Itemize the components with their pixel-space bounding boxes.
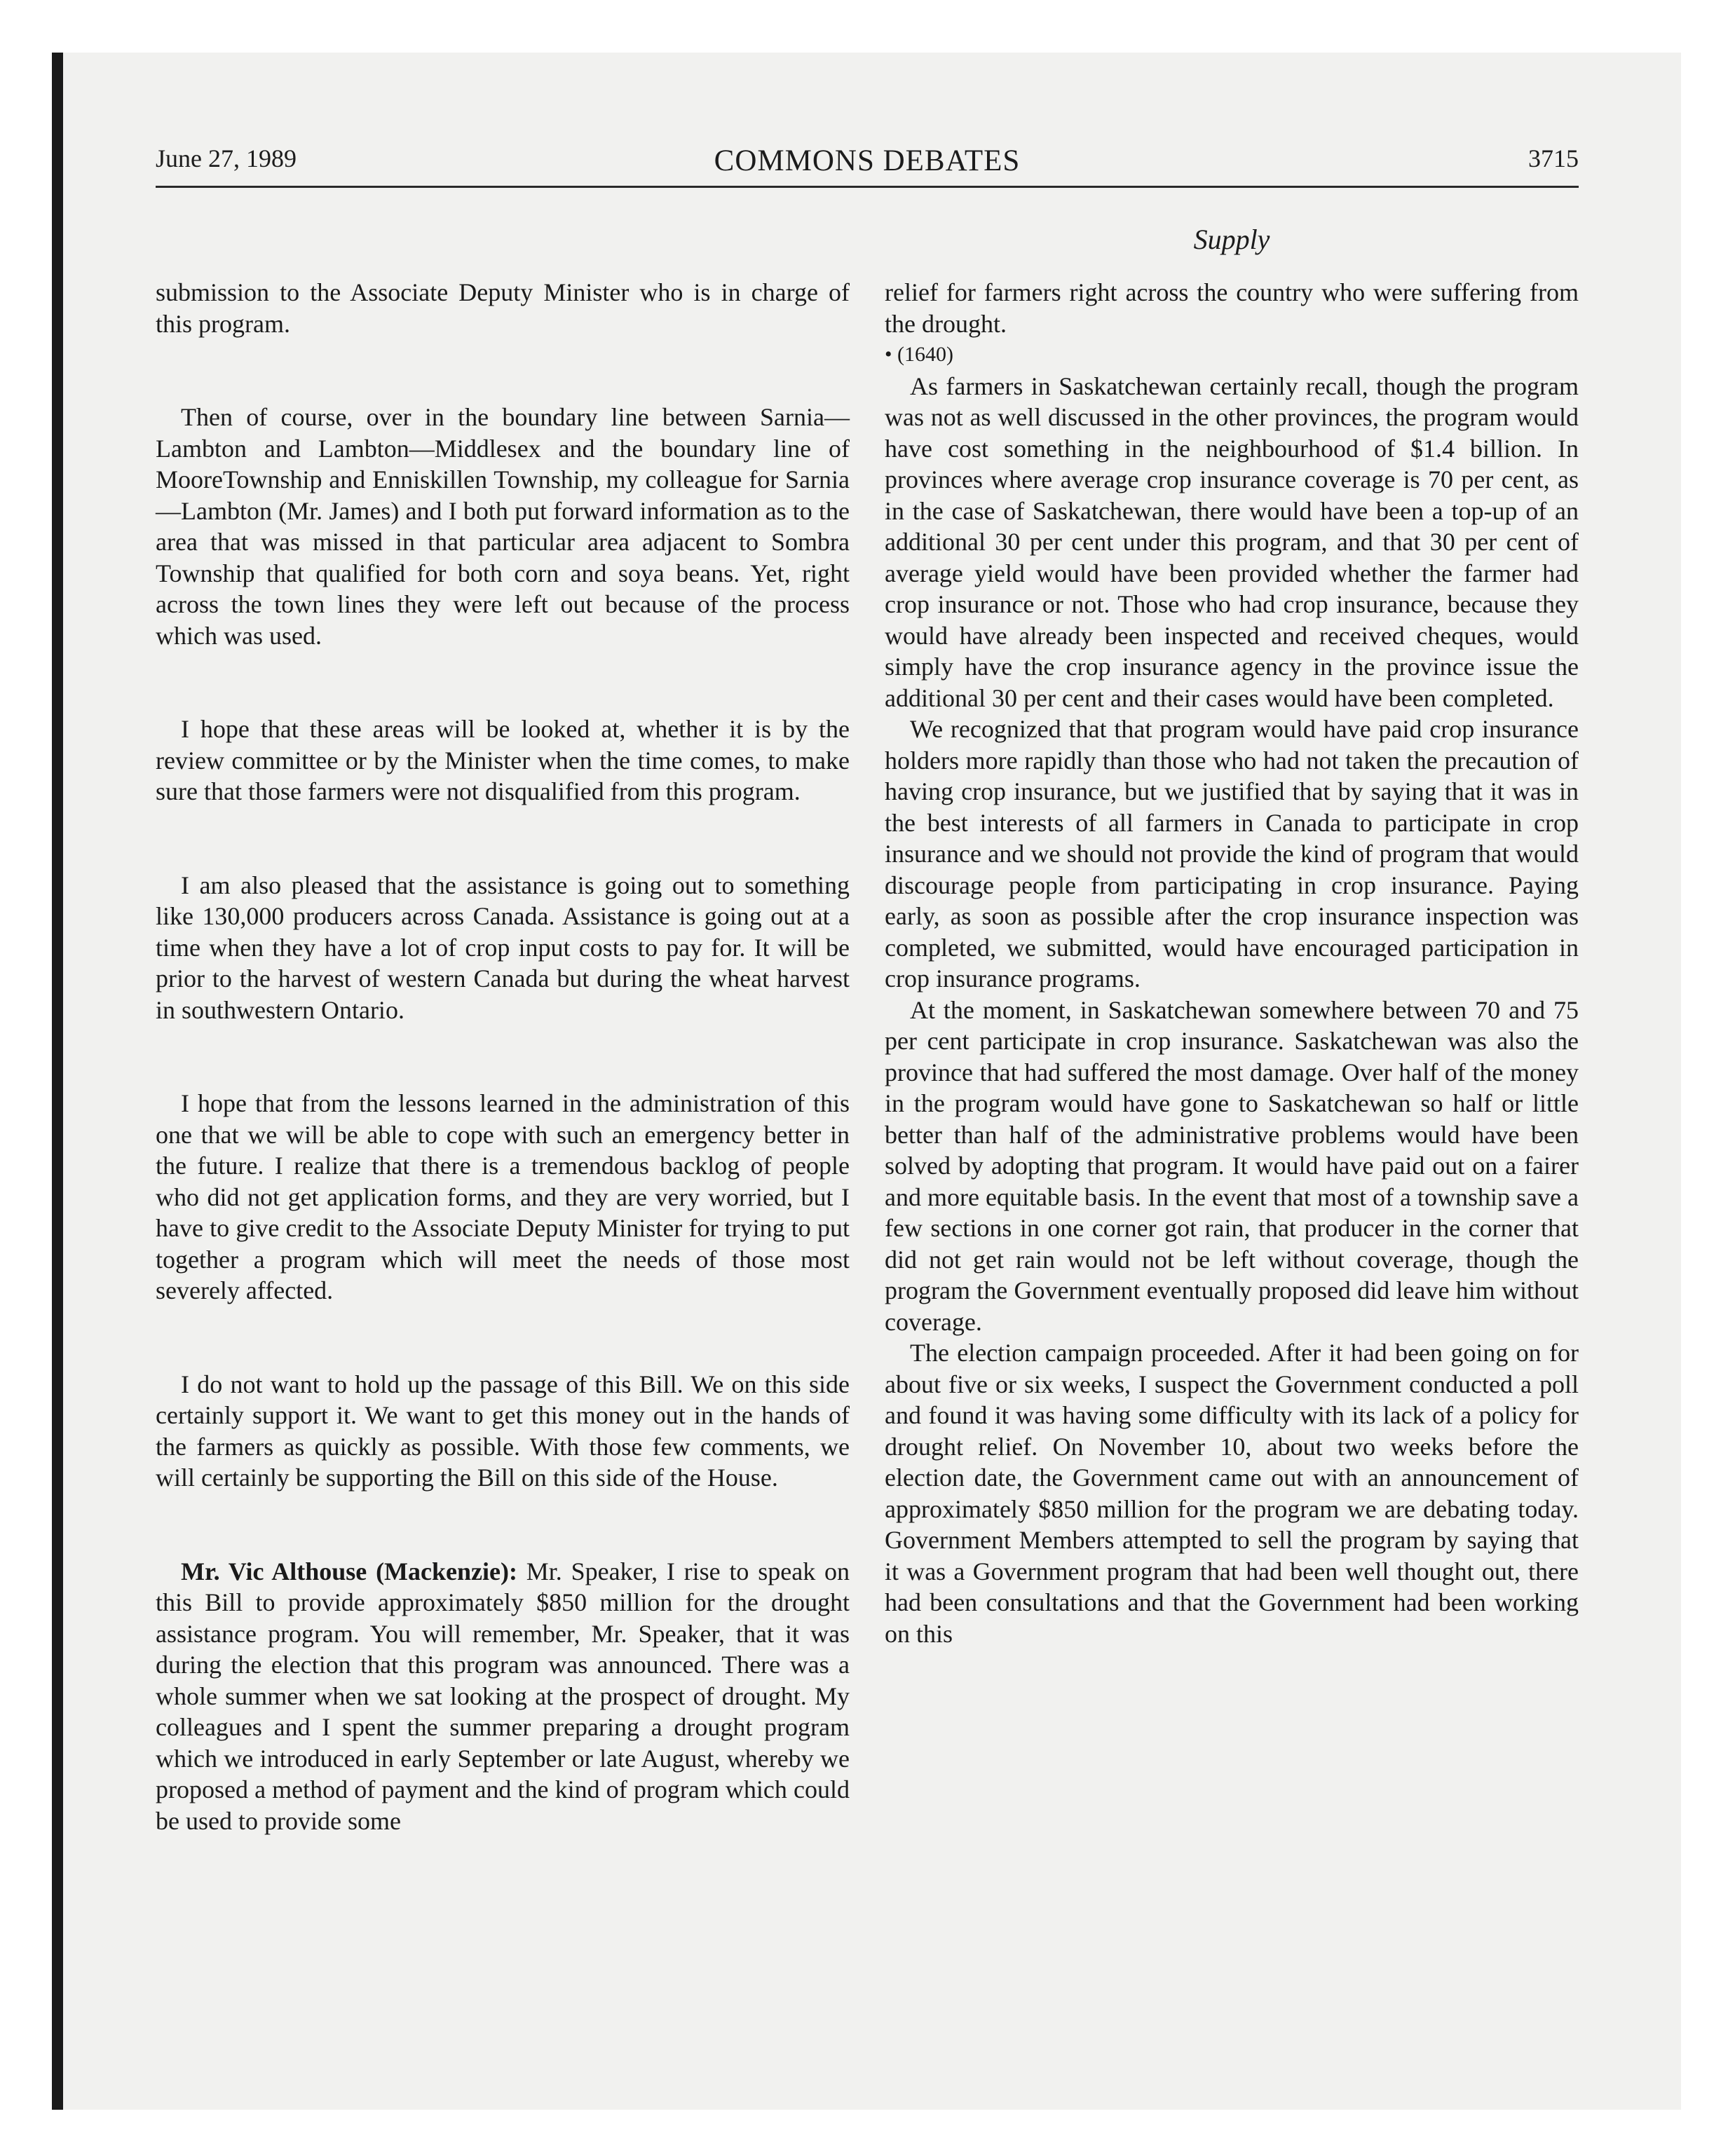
left-column	[156, 277, 850, 1836]
paragraph: relief for farmers right across the country who were suffering from the drought.	[885, 278, 1579, 338]
binding-edge	[52, 53, 63, 2110]
header-page-number: 3715	[1528, 144, 1579, 172]
paragraph: I hope that from the lessons learned in the administration of this one that we will be able to cope with such an emergency better in the future. I realize that there is a tremendous backlog of people who did not get application forms, and they are very worried, but I have to give credit to the Associate Deputy Minister for trying to put together a program which will meet the needs of those most severely affected.	[156, 1089, 850, 1304]
header-title: COMMONS DEBATES	[714, 144, 1021, 177]
speech-text: Mr. Speaker, I rise to speak on this Bill to provide approximately $850 million for the drought assistance program. You will remember, Mr. Speaker, that it was during the election that this program was announced. There was a whole summer when we sat looking at the prospect of drought. My colleagues and I spent the summer preparing a drought program which we introduced in early September or late August, whereby we proposed a method of payment and the kind of program which could be used to provide some	[156, 1557, 850, 1835]
speaker-name: Mr. Vic Althouse (Mackenzie):	[181, 1557, 517, 1585]
speaker-paragraph	[156, 1556, 850, 1837]
header-rule	[156, 186, 1579, 188]
paragraph: The election campaign proceeded. After it had been going on for about five or six weeks, I suspect the Government conducted a poll and found it was having some difficulty with its lack of a policy for drought relief. On November 10, about two weeks before the election date, the Government came out with an announcement of approximately $850 million for the program we are debating today. Government Members attempted to sell the program by saying that it was a Government program that had been well thought out, there had been consultations and that the Government had been working on this	[885, 1339, 1579, 1648]
paragraph: As farmers in Saskatchewan certainly recall, though the program was not as well discussed in the other provinces, the program would have cost something in the neighbourhood of $1.4 billion. In provinces where average crop insurance coverage is 70 per cent, as in the case of Saskatchewan, there would have been a top-up of an additional 30 per cent under this program, and that 30 per cent of average yield would have been provided whether the farmer had crop insurance or not. Those who had crop insurance, because they would have already been inspected and received cheques, would simply have the crop insurance agency in the province issue the additional 30 per cent and their cases would have been completed.	[885, 371, 1579, 712]
time-marker: • (1640)	[885, 343, 953, 366]
paragraph: I am also pleased that the assistance is going out to something like 130,000 producers across Canada. Assistance is going out at a time when they have a lot of crop input costs to pay for. It will be prior to the harvest of western Canada but during the wheat harvest in southwestern Ontario.	[156, 871, 850, 1024]
paragraph: At the moment, in Saskatchewan somewhere between 70 and 75 per cent participate in crop insurance. Saskatchewan was also the province that had suffered the most damage. Over half of the money in the program would have gone to Saskatchewan so half or little better than half of the administrative problems would have been solved by adopting that program. It would have paid out on a fairer and more equitable basis. In the event that most of a township save a few sections in one corner got rain, that producer in the corner that did not get rain would not be left without coverage, though the program the Government eventually proposed did leave him without coverage.	[885, 995, 1579, 1336]
paragraph: submission to the Associate Deputy Minister who is in charge of this program.	[156, 278, 850, 338]
section-heading: Supply	[1193, 224, 1270, 255]
paragraph: We recognized that that program would have paid crop insurance holders more rapidly than those who had not taken the precaution of having crop insurance, but we justified that by saying that it was in the best interests of all farmers in Canada to participate in crop insurance and we should not provide the kind of program that would discourage people from participating in crop insurance. Paying early, as soon as possible after the crop insurance inspection was completed, we submitted, would have encouraged participation in crop insurance programs.	[885, 715, 1579, 992]
header-date: June 27, 1989	[156, 144, 297, 172]
paragraph: Then of course, over in the boundary line between Sarnia—Lambton and Lambton—Middlesex and the boundary line of MooreTownship and Enniskillen Township, my colleague for Sarnia—Lambton (Mr. James) and I both put forward information as to the area that was missed in that particular area adjacent to Sombra Township that qualified for both corn and soya beans. Yet, right across the town lines they were left out because of the process which was used.	[156, 403, 850, 650]
paragraph: I hope that these areas will be looked at, whether it is by the review committee or by the Minister when the time comes, to make sure that those farmers were not disqualified from this program.	[156, 715, 850, 805]
running-head	[156, 144, 1579, 186]
right-column	[885, 277, 1579, 1649]
paragraph: I do not want to hold up the passage of this Bill. We on this side certainly support it. We want to get this money out in the hands of the farmers as quickly as possible. With those few comments, we will certainly be supporting the Bill on this side of the House.	[156, 1370, 850, 1492]
